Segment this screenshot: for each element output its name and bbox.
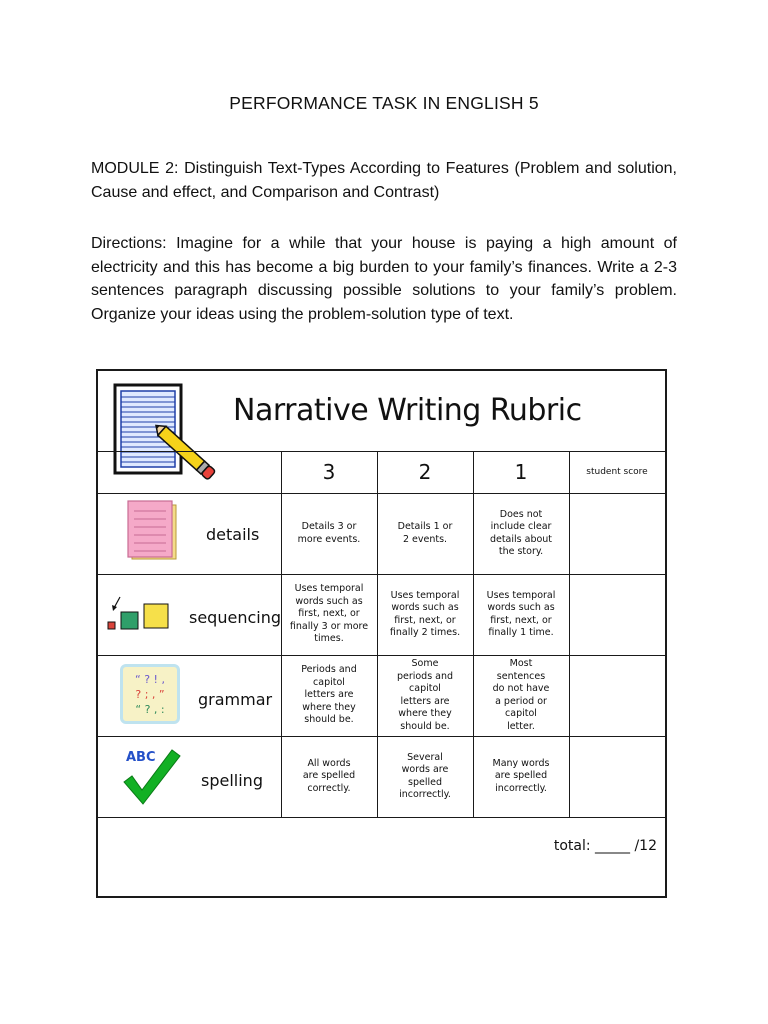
punct-line-2: ? ; , ” bbox=[135, 688, 165, 701]
grammar-score-3: Periods and capitol letters are where they should be. bbox=[301, 664, 357, 726]
notepad-icon bbox=[124, 499, 180, 563]
row-label-sequencing: sequencing bbox=[189, 608, 281, 627]
grid-line bbox=[98, 493, 665, 494]
growing-squares-icon bbox=[106, 593, 170, 633]
punct-line-3: “ ? , : bbox=[135, 703, 165, 716]
grammar-score-2: Some periods and capitol letters are where they should be. bbox=[396, 658, 454, 732]
details-score-3: Details 3 or more events. bbox=[297, 521, 361, 545]
spelling-score-2: Several words are spelled incorrectly. bbox=[399, 751, 451, 800]
grid-line bbox=[98, 817, 665, 818]
sequencing-score-3: Uses temporal words such as first, next, or finally 3 or more times. bbox=[289, 583, 369, 645]
abc-text: ABC bbox=[126, 750, 156, 765]
abc-checkmark-icon bbox=[120, 746, 186, 808]
row-label-spelling: spelling bbox=[201, 771, 263, 790]
sequencing-score-2: Uses temporal words such as first, next, or finally 2 times. bbox=[389, 589, 461, 638]
rubric-title: Narrative Writing Rubric bbox=[233, 393, 582, 428]
grammar-score-1: Most sentences do not have a period or capitol letter. bbox=[492, 658, 550, 732]
details-score-2: Details 1 or 2 events. bbox=[397, 521, 453, 545]
row-label-grammar: grammar bbox=[198, 690, 273, 709]
row-label-details: details bbox=[206, 525, 260, 544]
grid-line bbox=[98, 736, 665, 737]
grid-line bbox=[377, 451, 378, 817]
grid-line bbox=[98, 655, 665, 656]
notebook-pencil-icon bbox=[112, 383, 222, 483]
module-description: MODULE 2: Distinguish Text-Types According to Features (Problem and solution, Cause and effect, and Comparison and Contrast) bbox=[91, 160, 677, 201]
total-score-line: total: _____ /12 bbox=[553, 838, 657, 854]
directions-text: Directions: Imagine for a while that your house is paying a high amount of electricity and this has become a big burden to your family’s finances. Write a 2-3 sentences paragraph discussing possible solutions to your family’s problem. Organize your ideas using the problem-solution type of text. bbox=[91, 235, 677, 323]
page-title: PERFORMANCE TASK IN ENGLISH 5 bbox=[229, 93, 539, 113]
details-score-1: Does not include clear details about the story. bbox=[489, 508, 553, 557]
score-header-2: 2 bbox=[418, 459, 432, 484]
punctuation-icon bbox=[120, 664, 180, 724]
grid-line bbox=[98, 574, 665, 575]
spelling-score-3: All words are spelled correctly. bbox=[302, 757, 356, 794]
narrative-writing-rubric bbox=[96, 369, 667, 898]
grid-line bbox=[281, 451, 282, 817]
spelling-score-1: Many words are spelled incorrectly. bbox=[492, 757, 550, 794]
score-header-3: 3 bbox=[322, 459, 336, 484]
student-score-header: student score bbox=[586, 466, 648, 477]
punct-line-1: “ ? ! , bbox=[135, 673, 165, 686]
grid-line bbox=[473, 451, 474, 817]
score-header-1: 1 bbox=[514, 459, 528, 484]
sequencing-score-1: Uses temporal words such as first, next, or finally 1 time. bbox=[486, 589, 556, 638]
grid-line bbox=[569, 451, 570, 817]
